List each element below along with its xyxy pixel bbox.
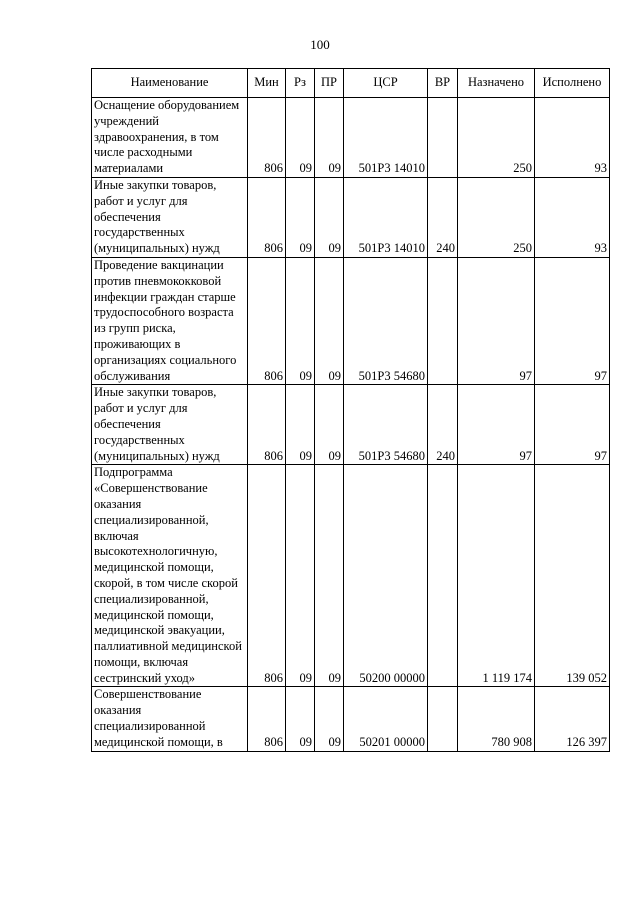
cell-vr	[428, 98, 458, 178]
cell-vr: 240	[428, 385, 458, 465]
cell-assigned: 780 908	[458, 687, 535, 751]
budget-table	[91, 68, 610, 752]
cell-name: Иные закупки товаров, работ и услуг для обеспечения государственных (муниципальных) нужд	[92, 385, 248, 465]
column-header-rz: Рз	[286, 69, 315, 98]
cell-rz: 09	[286, 177, 315, 257]
cell-pr: 09	[315, 257, 344, 384]
table-row	[92, 98, 610, 178]
cell-name: Подпрограмма «Совершенствование оказания специализированной, включая высокотехнологичную, медицинской помощи, скорой, в том числе скорой специализированной, медицинской помощи, медицинской эвакуации, паллиативной медицинской помощи, включая сестринский уход»	[92, 465, 248, 687]
cell-vr	[428, 465, 458, 687]
cell-rz: 09	[286, 687, 315, 751]
cell-assigned: 97	[458, 385, 535, 465]
table-row	[92, 177, 610, 257]
cell-vr	[428, 687, 458, 751]
cell-name: Проведение вакцинации против пневмококковой инфекции граждан старше трудоспособного возраста из групп риска, проживающих в организациях социального обслуживания	[92, 257, 248, 384]
cell-csr: 501Р3 14010	[344, 98, 428, 178]
cell-csr: 501Р3 54680	[344, 385, 428, 465]
cell-assigned: 97	[458, 257, 535, 384]
cell-min: 806	[248, 177, 286, 257]
column-header-pr: ПР	[315, 69, 344, 98]
column-header-min: Мин	[248, 69, 286, 98]
cell-min: 806	[248, 98, 286, 178]
cell-csr: 50201 00000	[344, 687, 428, 751]
cell-name: Иные закупки товаров, работ и услуг для обеспечения государственных (муниципальных) нужд	[92, 177, 248, 257]
table-row	[92, 257, 610, 384]
cell-vr: 240	[428, 177, 458, 257]
cell-rz: 09	[286, 465, 315, 687]
cell-vr	[428, 257, 458, 384]
page-number: 100	[310, 37, 330, 52]
column-header-name: Наименование	[92, 69, 248, 98]
cell-assigned: 250	[458, 98, 535, 178]
cell-rz: 09	[286, 385, 315, 465]
cell-rz: 09	[286, 98, 315, 178]
cell-pr: 09	[315, 98, 344, 178]
cell-min: 806	[248, 385, 286, 465]
column-header-vr: ВР	[428, 69, 458, 98]
table-row	[92, 385, 610, 465]
cell-csr: 501Р3 54680	[344, 257, 428, 384]
cell-csr: 501Р3 14010	[344, 177, 428, 257]
cell-name: Совершенствование оказания специализированной медицинской помощи, в	[92, 687, 248, 751]
cell-min: 806	[248, 687, 286, 751]
cell-executed: 97	[535, 385, 610, 465]
cell-executed: 139 052	[535, 465, 610, 687]
cell-executed: 126 397	[535, 687, 610, 751]
table-row	[92, 465, 610, 687]
cell-csr: 50200 00000	[344, 465, 428, 687]
cell-pr: 09	[315, 687, 344, 751]
cell-executed: 93	[535, 177, 610, 257]
cell-pr: 09	[315, 385, 344, 465]
cell-min: 806	[248, 465, 286, 687]
column-header-csr: ЦСР	[344, 69, 428, 98]
column-header-assigned: Назначено	[458, 69, 535, 98]
cell-pr: 09	[315, 465, 344, 687]
cell-rz: 09	[286, 257, 315, 384]
cell-assigned: 1 119 174	[458, 465, 535, 687]
table-header-row	[92, 69, 610, 98]
cell-name: Оснащение оборудованием учреждений здравоохранения, в том числе расходными материалами	[92, 98, 248, 178]
cell-min: 806	[248, 257, 286, 384]
cell-executed: 97	[535, 257, 610, 384]
cell-assigned: 250	[458, 177, 535, 257]
table-row	[92, 687, 610, 751]
cell-executed: 93	[535, 98, 610, 178]
cell-pr: 09	[315, 177, 344, 257]
column-header-executed: Исполнено	[535, 69, 610, 98]
